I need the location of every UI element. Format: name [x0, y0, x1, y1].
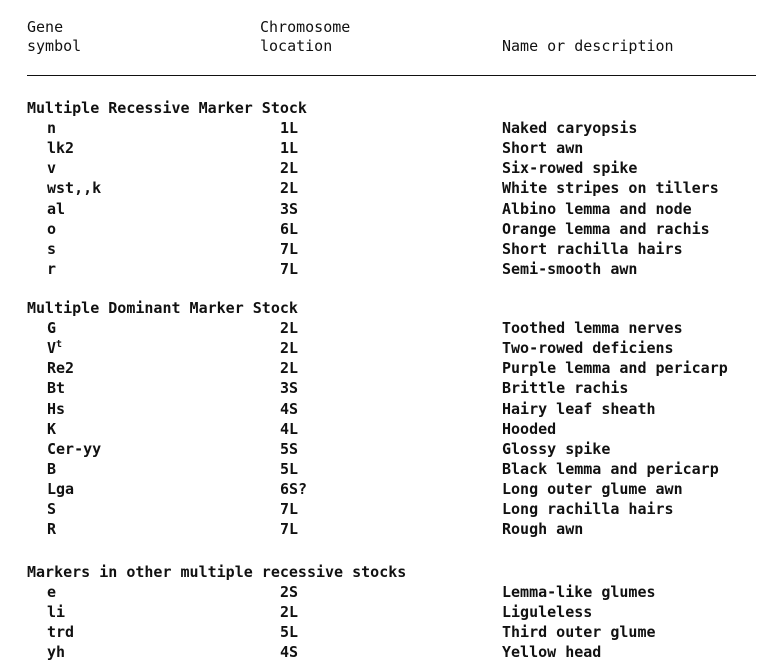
section-title: Multiple Recessive Marker Stock	[27, 99, 307, 117]
gene-symbol	[47, 178, 101, 198]
gene-description: Toothed lemma nerves	[502, 319, 683, 338]
table-row	[0, 519, 776, 539]
gene-symbol	[47, 338, 62, 358]
chromosome-location: 2L	[280, 159, 299, 178]
table-row	[0, 602, 776, 622]
gene-description: Liguleless	[502, 603, 593, 622]
chromosome-location: 2L	[280, 179, 299, 198]
gene-symbol	[47, 622, 74, 642]
header-gene-line1: Gene	[27, 18, 64, 36]
gene-symbol-text: R	[47, 520, 57, 539]
gene-description: Long outer glume awn	[502, 479, 683, 498]
gene-symbol-text: G	[47, 319, 57, 338]
gene-symbol-text: s	[47, 239, 57, 258]
gene-description: Hooded	[502, 419, 557, 438]
table-row	[0, 178, 776, 198]
chromosome-location: 1L	[280, 139, 299, 158]
gene-symbol	[47, 239, 56, 259]
table-row	[0, 419, 776, 439]
chromosome-location: 7L	[280, 500, 299, 518]
gene-description: Two-rowed deficiens	[502, 339, 674, 358]
chromosome-location: 2L	[280, 339, 299, 358]
chromosome-location: 6S?	[280, 479, 308, 498]
section-title: Multiple Dominant Marker Stock	[27, 299, 298, 317]
table-row	[0, 378, 776, 398]
gene-symbol-text: S	[47, 500, 57, 518]
header-chrom-line2: location	[260, 37, 333, 55]
gene-symbol	[47, 499, 56, 519]
table-row	[0, 399, 776, 419]
gene-symbol-text: Bt	[47, 379, 66, 398]
table-row	[0, 358, 776, 378]
header-gene-line2: symbol	[27, 37, 82, 55]
gene-description: Rough awn	[502, 520, 584, 539]
table-row	[0, 459, 776, 479]
gene-symbol-text: trd	[47, 623, 75, 642]
table-row	[0, 118, 776, 138]
table-row	[0, 338, 776, 358]
gene-symbol-text: n	[47, 119, 57, 138]
gene-symbol	[47, 219, 56, 239]
gene-description: White stripes on tillers	[502, 179, 719, 198]
gene-symbol-text: e	[47, 583, 57, 602]
gene-description: Hairy leaf sheath	[502, 399, 656, 418]
gene-symbol	[47, 459, 56, 479]
gene-symbol-text: Hs	[47, 399, 66, 418]
gene-symbol-text: lk2	[47, 139, 75, 158]
gene-symbol-text: al	[47, 199, 66, 218]
gene-symbol	[47, 318, 56, 338]
gene-symbol-text: B	[47, 459, 57, 478]
gene-symbol	[47, 582, 56, 602]
gene-description: Yellow head	[502, 643, 602, 662]
chromosome-location: 2S	[280, 583, 299, 602]
chromosome-location: 1L	[280, 119, 299, 138]
gene-symbol-text: yh	[47, 643, 66, 662]
gene-symbol	[47, 519, 56, 539]
table-row	[0, 479, 776, 499]
gene-description: Long rachilla hairs	[502, 500, 674, 518]
gene-symbol	[47, 439, 101, 459]
chromosome-location: 2L	[280, 603, 299, 622]
chromosome-location: 4S	[280, 643, 299, 662]
gene-symbol-superscript: t	[56, 339, 63, 351]
chromosome-location: 4S	[280, 399, 299, 418]
table-row	[0, 582, 776, 602]
table-row	[0, 199, 776, 219]
gene-symbol-text: Cer-yy	[47, 439, 102, 458]
table-row	[0, 219, 776, 239]
chromosome-location: 7L	[280, 520, 299, 539]
chromosome-location: 5L	[280, 459, 299, 478]
gene-symbol-text: wst,,k	[47, 179, 102, 198]
gene-description: Purple lemma and pericarp	[502, 359, 728, 378]
gene-symbol	[47, 602, 65, 622]
gene-description: Semi-smooth awn	[502, 259, 638, 278]
gene-symbol	[47, 358, 74, 378]
gene-symbol-text: Lga	[47, 479, 75, 498]
gene-symbol	[47, 259, 56, 279]
section-title: Markers in other multiple recessive stocks	[27, 563, 407, 581]
gene-symbol-text: Re2	[47, 359, 75, 378]
header-gene-symbol	[27, 18, 81, 56]
table-row	[0, 499, 776, 519]
table-row	[0, 622, 776, 642]
gene-description: Albino lemma and node	[502, 199, 692, 218]
header-chromosome-location	[260, 18, 350, 56]
gene-symbol	[47, 378, 65, 398]
gene-description: Lemma-like glumes	[502, 583, 656, 602]
chromosome-location: 7L	[280, 239, 299, 258]
chromosome-location: 2L	[280, 319, 299, 338]
header-rule	[27, 75, 756, 76]
gene-symbol	[47, 138, 74, 158]
header-chrom-line1: Chromosome	[260, 18, 351, 36]
table-row	[0, 239, 776, 259]
gene-description: Third outer glume	[502, 623, 656, 642]
table-row	[0, 642, 776, 662]
gene-symbol-text: r	[47, 259, 57, 278]
gene-description: Six-rowed spike	[502, 159, 638, 178]
gene-symbol	[47, 399, 65, 419]
table-row	[0, 439, 776, 459]
gene-symbol	[47, 158, 56, 178]
chromosome-location: 7L	[280, 259, 299, 278]
chromosome-location: 6L	[280, 219, 299, 238]
chromosome-location: 3S	[280, 199, 299, 218]
chromosome-location: 5L	[280, 623, 299, 642]
gene-symbol	[47, 199, 65, 219]
gene-symbol-text: o	[47, 219, 57, 238]
gene-symbol-text: v	[47, 159, 57, 178]
gene-description: Brittle rachis	[502, 379, 629, 398]
table-row	[0, 158, 776, 178]
gene-symbol-text: li	[47, 603, 66, 622]
chromosome-location: 4L	[280, 419, 299, 438]
header-description: Name or description	[502, 37, 674, 55]
table-row	[0, 138, 776, 158]
gene-description: Black lemma and pericarp	[502, 459, 719, 478]
gene-description: Naked caryopsis	[502, 119, 638, 138]
gene-symbol	[47, 419, 56, 439]
gene-symbol	[47, 479, 74, 499]
chromosome-location: 5S	[280, 439, 299, 458]
table-row	[0, 318, 776, 338]
gene-description: Short awn	[502, 139, 584, 158]
gene-description: Glossy spike	[502, 439, 611, 458]
chromosome-location: 2L	[280, 359, 299, 378]
gene-symbol-text: V	[47, 339, 57, 358]
gene-description: Orange lemma and rachis	[502, 219, 710, 238]
gene-symbol	[47, 642, 65, 662]
gene-symbol-text: K	[47, 419, 57, 438]
chromosome-location: 3S	[280, 379, 299, 398]
gene-description: Short rachilla hairs	[502, 239, 683, 258]
table-row	[0, 259, 776, 279]
gene-symbol	[47, 118, 56, 138]
